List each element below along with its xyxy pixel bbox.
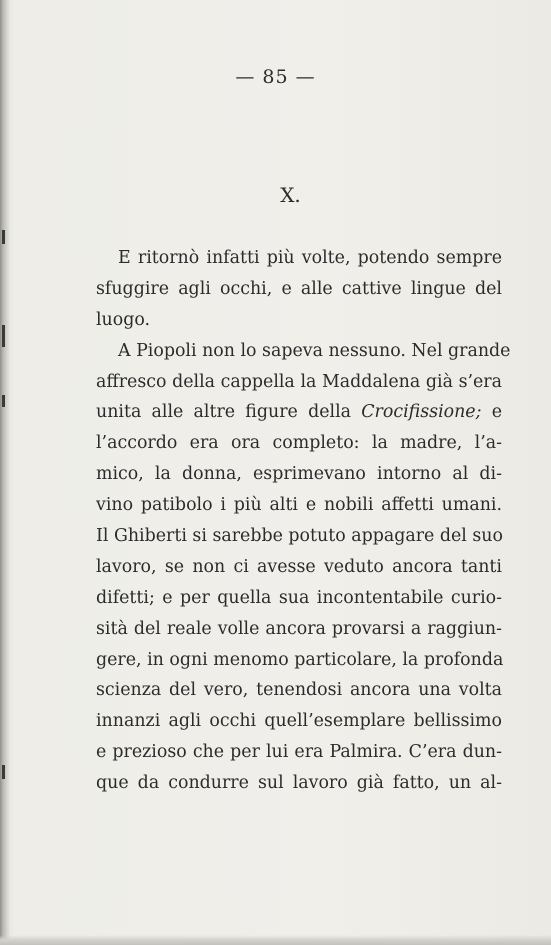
text-line: innanzi agli occhi quell’esemplare bellissimo	[96, 711, 502, 732]
page-binding-edge	[0, 0, 10, 945]
text-line: scienza del vero, tenendosi ancora una volta	[96, 680, 502, 701]
text-line: lavoro, se non ci avesse veduto ancora tanti	[96, 556, 502, 577]
text-line: l’accordo era ora completo: la madre, l’a-	[96, 433, 502, 454]
page-number: — 85 —	[235, 66, 316, 88]
text-line	[96, 397, 502, 428]
text-line: sfuggire agli occhi, e alle cattive lingue del	[96, 278, 502, 299]
text-line: gere, in ogni menomo particolare, la profonda	[96, 649, 504, 670]
text-line: mico, la donna, esprimevano intorno al di-	[96, 464, 502, 485]
text-line: vino patibolo i più alti e nobili affetti umani.	[96, 495, 502, 516]
binding-mark	[2, 230, 5, 244]
text-line: sità del reale volle ancora provarsi a raggiun-	[96, 618, 502, 639]
text-line: e prezioso che per lui era Palmira. C’era dun-	[96, 742, 502, 763]
text-line: affresco della cappella la Maddalena già s’era	[96, 371, 502, 392]
binding-mark	[2, 325, 5, 347]
text-segment: unita alle altre figure della	[96, 402, 351, 423]
text-segment: e	[491, 402, 502, 423]
text-line: difetti; e per quella sua incontentabile curio-	[96, 587, 502, 608]
text-line: que da condurre sul lavoro già fatto, un al-	[96, 773, 502, 794]
italic-title: Crocifissione;	[361, 402, 482, 423]
body-text	[96, 243, 511, 799]
chapter-heading: X.	[280, 183, 301, 207]
text-line: Il Ghiberti si sarebbe potuto appagare del suo	[96, 526, 503, 547]
binding-mark	[2, 395, 5, 407]
binding-mark	[2, 765, 5, 779]
text-line: E ritornò infatti più volte, potendo sempre	[118, 248, 502, 268]
text-line: luogo.	[96, 309, 151, 330]
text-line: A Piopoli non lo sapeva nessuno. Nel grande	[118, 340, 511, 361]
page-bottom-edge	[0, 935, 551, 945]
